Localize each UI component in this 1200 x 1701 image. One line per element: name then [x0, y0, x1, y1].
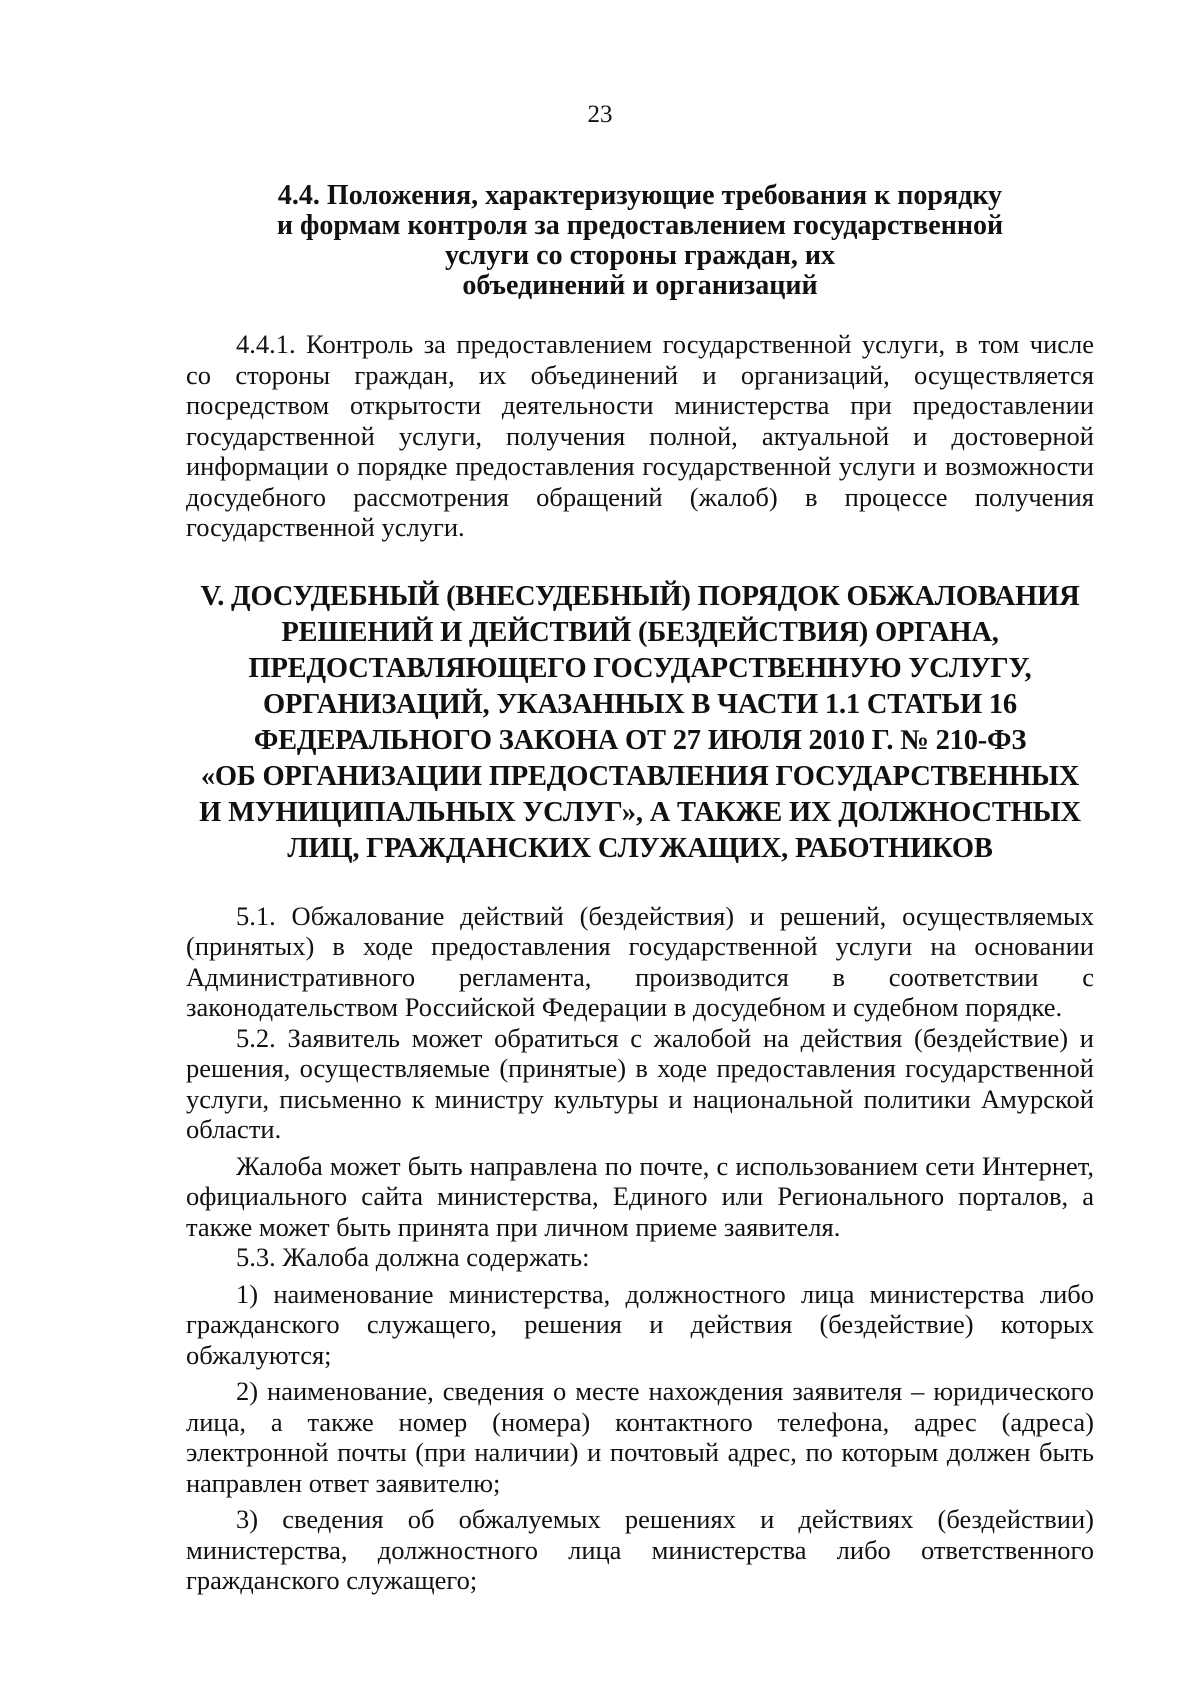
heading-line: И МУНИЦИПАЛЬНЫХ УСЛУГ», А ТАКЖЕ ИХ ДОЛЖНОСТНЫХ: [199, 796, 1081, 828]
page-content: [186, 181, 1094, 1596]
heading-line: «ОБ ОРГАНИЗАЦИИ ПРЕДОСТАВЛЕНИЯ ГОСУДАРСТВЕННЫХ: [200, 760, 1080, 792]
heading-line: ОРГАНИЗАЦИЙ, УКАЗАННЫХ В ЧАСТИ 1.1 СТАТЬИ 16: [263, 688, 1017, 720]
heading-line: и формам контроля за предоставлением государственной: [276, 210, 1004, 241]
page-number: 23: [587, 101, 613, 128]
list-item-1: 1) наименование министерства, должностного лица министерства либо гражданского служащего, решения и действия (бездействие) которых обжалуются;: [186, 1278, 1094, 1370]
heading-line: V. ДОСУДЕБНЫЙ (ВНЕСУДЕБНЫЙ) ПОРЯДОК ОБЖАЛОВАНИЯ: [200, 580, 1080, 612]
heading-line: 4.4. Положения, характеризующие требования к порядку: [277, 180, 1003, 211]
heading-line: услуги со стороны граждан, их: [445, 240, 835, 271]
paragraph-complaint-channels: Жалоба может быть направлена по почте, с использованием сети Интернет, официального сайта министерства, Единого или Регионального порталов, а также может быть принята при личном приеме заявителя.: [186, 1150, 1094, 1242]
heading-line: ЛИЦ, ГРАЖДАНСКИХ СЛУЖАЩИХ, РАБОТНИКОВ: [287, 832, 993, 864]
list-item-3: 3) сведения об обжалуемых решениях и действиях (бездействии) министерства, должностного лица министерства либо ответственного гражданского служащего;: [186, 1504, 1094, 1595]
heading-line: ФЕДЕРАЛЬНОГО ЗАКОНА ОТ 27 ИЮЛЯ 2010 Г. № 210-ФЗ: [253, 724, 1027, 756]
heading-line: РЕШЕНИЙ И ДЕЙСТВИЙ (БЕЗДЕЙСТВИЯ) ОРГАНА,: [281, 616, 999, 648]
list-item-2: 2) наименование, сведения о месте нахождения заявителя – юридического лица, а также номер (номера) контактного телефона, адрес (адреса) электронной почты (при наличии) и почтовый адрес, по которым должен быть направлен ответ заявителю;: [186, 1376, 1094, 1498]
heading-line: объединений и организаций: [462, 270, 818, 301]
heading-line: ПРЕДОСТАВЛЯЮЩЕГО ГОСУДАРСТВЕННУЮ УСЛУГУ,: [248, 652, 1032, 684]
section-4-4-heading: [186, 181, 1094, 301]
paragraph-4-4-1: 4.4.1. Контроль за предоставлением государственной услуги, в том числе со стороны граждан, их объединений и организаций, осуществляется посредством открытости деятельности министерства при предоставлении государственной услуги, получения полной, актуальной и достоверной информации о порядке предоставления государственной услуги и возможности досудебного рассмотрения обращений (жалоб) в процессе получения государственной услуги.: [186, 329, 1094, 542]
paragraph-5-1: 5.1. Обжалование действий (бездействия) и решений, осуществляемых (принятых) в ходе предоставления государственной услуги на основании Административного регламента, производится в соответствии с законодательством Российской Федерации в досудебном и судебном порядке.: [186, 900, 1094, 1022]
paragraph-5-3: 5.3. Жалоба должна содержать:: [236, 1242, 590, 1272]
paragraph-5-2: 5.2. Заявитель может обратиться с жалобой на действия (бездействие) и решения, осуществляемые (принятые) в ходе предоставления государственной услуги, письменно к министру культуры и национальной политики Амурской области.: [186, 1022, 1094, 1144]
chapter-v-heading: [186, 579, 1094, 867]
